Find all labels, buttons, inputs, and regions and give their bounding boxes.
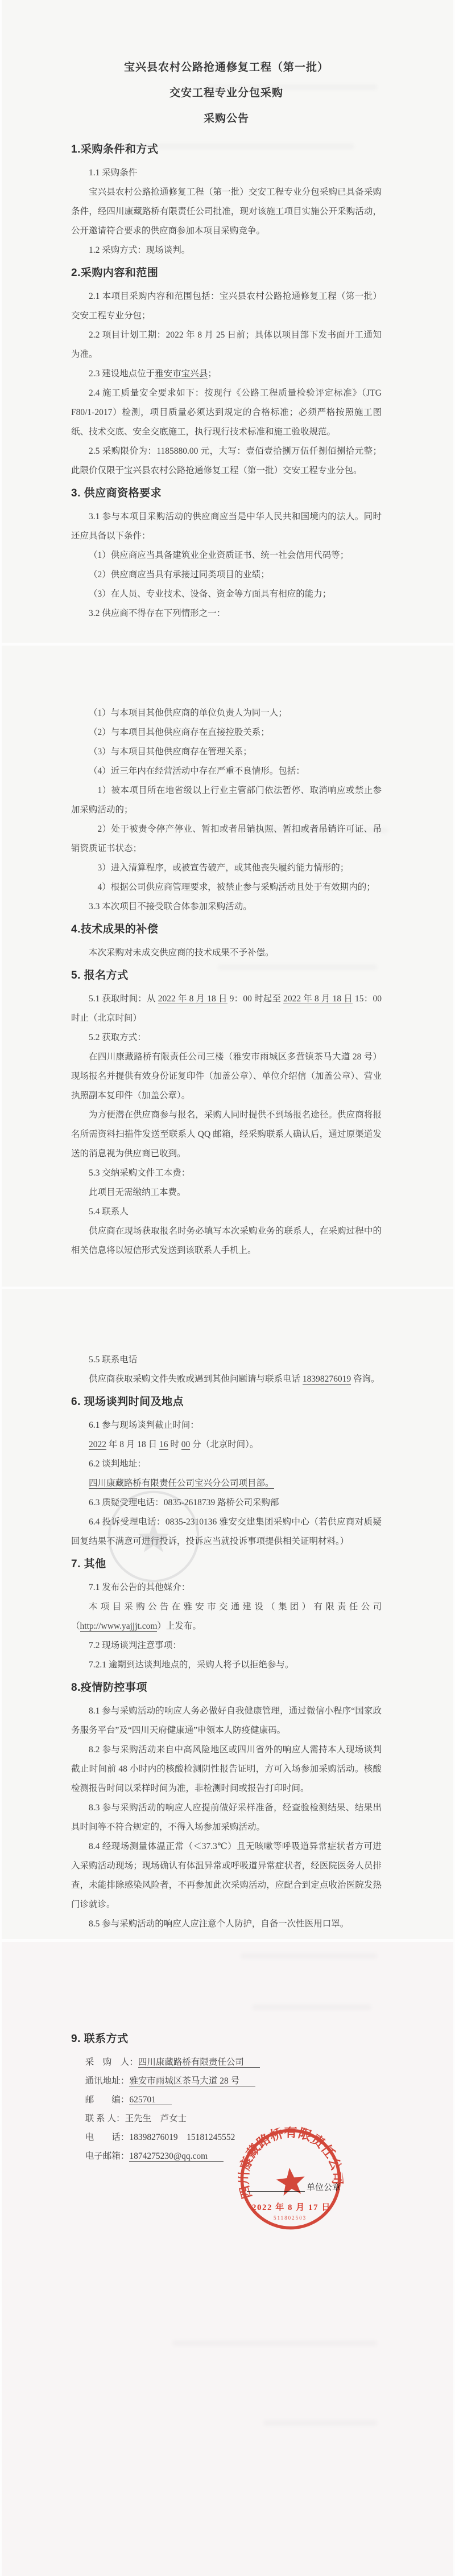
contact-person-value: 王先生 芦女士 xyxy=(125,2114,187,2123)
clause-5-4: 5.4 联系人 xyxy=(89,1207,129,1217)
telephone-label: 电 话： xyxy=(85,2133,130,2142)
announcement-url-underlined: http://www.yajjjt.com xyxy=(80,1621,158,1631)
bleed-through-smudge xyxy=(206,84,377,90)
clause-3-2-subitem-3: 3）进入清算程序，或被宣告破产，或其他丧失履约能力情形的； xyxy=(97,863,349,873)
clause-3-2-subitem-4: 4）根据公司供应商管理要求，被禁止参与采购活动且处于有效期内的； xyxy=(97,882,375,892)
clause-2-4: 2.4 施工质量安全要求如下：按现行《公路工程质量检验评定标准》（JTG F80/1-2017）检测，项目质量必须达到规定的合格标准；必须严格按照施工图纸、技术交底、安全交底施工，执行现行技术标准和施工验收规范。 xyxy=(71,388,382,437)
page-2 xyxy=(2,646,453,1287)
ghost-star-icon xyxy=(138,1522,169,1552)
clause-8-5: 8.5 参与采购活动的响应人应注意个人防护，自备一次性医用口罩。 xyxy=(89,1919,349,1929)
clause-3-2: 3.2 供应商不得存在下列情形之一： xyxy=(89,609,226,618)
clause-5-5-prefix: 供应商获取采购文件失败或遇到其他问题请与联系电话 xyxy=(89,1374,303,1384)
clause-5-1-suffix: 15：00 时止（北京时间） xyxy=(71,994,382,1023)
document-title xyxy=(71,55,382,132)
clause-8-1: 8.1 参与采购活动的响应人务必做好自我健康管理，通过微信小程序“国家政务服务平台”及“四川天府健康通”申领本人防疫健康码。 xyxy=(71,1706,382,1735)
clause-5-2-body-2: 为方便潜在供应商参与报名，采购人同时提供不到场报名途径。供应商将报名所需资料扫描件发送至联系人 QQ 邮箱，经采购联系人确认后，通过原渠道发送的消息视为供应商已收到。 xyxy=(71,1110,382,1158)
clause-5-3: 5.3 交纳采购文件工本费： xyxy=(89,1168,191,1178)
bleed-through-smudge xyxy=(241,1953,377,1959)
clause-2-1: 2.1 本项目采购内容和范围包括：宝兴县农村公路抢通修复工程（第一批）交安工程专业分包； xyxy=(71,291,382,321)
clause-3-3: 3.3 本次项目不接受联合体参加采购活动。 xyxy=(89,902,252,911)
clause-3-2-item-4: （4）近三年内在经营活动中存在严重不良情形。包括： xyxy=(89,766,305,776)
address-label: 通讯地址： xyxy=(85,2076,130,2086)
clause-8-4: 8.4 经现场测量体温正常（＜37.3℃）且无咳嗽等呼吸道异常症状者方可进入采购活动现场；现场确认有体温异常或呼吸道异常症状者，经医院医务人员排查，未能排除感染风险者，不再参加此次采购活动，应配合到定点收治医院发热门诊就诊。 xyxy=(71,1842,382,1909)
clause-1-1: 1.1 采购条件 xyxy=(89,168,138,178)
title-line-2: 交安工程专业分包采购 xyxy=(169,87,283,99)
obtain-start-date-underlined: 2022 年 8 月 18 日 xyxy=(158,994,228,1004)
bleed-through-smudge xyxy=(218,964,377,970)
negotiation-minute-underlined: 00 xyxy=(181,1440,191,1449)
clause-5-4-body: 供应商在现场获取报名时务必填写本次采购业务的联系人，在采购过程中的相关信息将以短信形式发送到该联系人手机上。 xyxy=(71,1226,382,1255)
address-value-underlined: 雅安市雨城区茶马大道 28 号 xyxy=(129,2076,255,2086)
section-2-heading: 2.采购内容和范围 xyxy=(71,267,159,279)
clause-5-1-prefix: 5.1 获取时间：从 xyxy=(89,994,158,1004)
zip-label: 邮 编： xyxy=(85,2095,130,2105)
section-7-heading: 7. 其他 xyxy=(71,1558,106,1570)
clause-7-1-body xyxy=(71,1597,382,1636)
clause-2-3-suffix: ； xyxy=(208,369,217,379)
clause-3-1-item-2: （2）供应商应当具有承接过同类项目的业绩； xyxy=(89,570,270,580)
construction-location-underlined: 雅安市宝兴县 xyxy=(155,369,208,379)
contact-phone-underlined: 18398276019 xyxy=(302,1374,351,1384)
datetime-mid-1: 年 8 月 18 日 xyxy=(106,1440,160,1449)
clause-4-body: 本次采购对未成交供应商的技术成果不予补偿。 xyxy=(89,948,274,958)
seal-caption: 单位公章 xyxy=(307,2183,341,2192)
seal-star-icon xyxy=(275,2166,307,2196)
email-label: 电子邮箱： xyxy=(85,2151,130,2161)
bleed-through-smudge xyxy=(263,2420,377,2426)
seal-code: 511802503 xyxy=(274,2215,307,2221)
section-1-heading: 1.采购条件和方式 xyxy=(71,143,159,155)
datetime-mid-2: 时 xyxy=(168,1440,181,1449)
bleed-through-smudge xyxy=(252,2004,371,2010)
clause-6-1: 6.1 参与现场谈判截止时间： xyxy=(89,1420,199,1430)
bleed-through-smudge xyxy=(81,143,354,149)
obtain-end-date-underlined: 2022 年 8 月 18 日 xyxy=(283,994,353,1004)
clause-3-1-item-1: （1）供应商应当具备建筑业企业资质证书、统一社会信用代码等； xyxy=(89,550,349,560)
zip-value-underlined: 625701 xyxy=(129,2095,171,2105)
clause-8-2: 8.2 参与采购活动来自中高风险地区或四川省外的响应人需持本人现场谈判截止时间前 48 小时内的核酸检测阴性报告证明，方可入场参加采购活动。核酸检测报告时间以采样时间为准，非检测时间或报告打印时间。 xyxy=(71,1745,382,1793)
bleed-through-smudge xyxy=(241,828,388,833)
seal-date: 2022 年 8 月 17 日 xyxy=(252,2203,331,2212)
clause-5-2-body-1: 在四川康藏路桥有限责任公司三楼（雅安市雨城区多营镇茶马大道 28 号）现场报名并提供有效身份证复印件（加盖公章）、单位介绍信（加盖公章）、营业执照副本复印件（加盖公章）。 xyxy=(71,1052,382,1100)
page-1 xyxy=(2,0,453,643)
clause-3-2-item-3: （3）与本项目其他供应商存在管理关系； xyxy=(89,747,252,757)
title-line-3: 采购公告 xyxy=(203,113,249,125)
clause-5-5-suffix: 咨询。 xyxy=(351,1374,380,1384)
datetime-suffix: 分（北京时间）。 xyxy=(190,1440,259,1449)
section-5-heading: 5. 报名方式 xyxy=(71,969,129,981)
seal-company-text: 四川康藏路桥有限责任公司 xyxy=(236,2125,345,2201)
buyer-label: 采 购 人： xyxy=(85,2057,138,2067)
zip-row xyxy=(71,2090,382,2109)
negotiation-hour-underlined: 16 xyxy=(159,1440,168,1449)
clause-6-1-datetime xyxy=(71,1435,382,1455)
clause-3-2-subitem-2: 2）处于被责令停产停业、暂扣或者吊销执照、暂扣或者吊销许可证、吊销资质证书状态； xyxy=(71,824,382,853)
clause-6-3: 6.3 质疑受理电话：0835-2618739 路桥公司采购部 xyxy=(89,1498,279,1507)
clause-5-1 xyxy=(71,989,382,1028)
page-3 xyxy=(2,1289,453,1939)
telephone-value: 18398276019 15181245552 xyxy=(129,2133,235,2142)
clause-5-5: 5.5 联系电话 xyxy=(89,1355,138,1365)
bleed-through-smudge xyxy=(172,2340,377,2346)
clause-3-2-item-1: （1）与本项目其他供应商的单位负责人为同一人； xyxy=(89,708,287,718)
clause-5-1-middle: 9：00 时起至 xyxy=(227,994,284,1004)
clause-6-2: 6.2 谈判地址： xyxy=(89,1459,146,1469)
title-line-1: 宝兴县农村公路抢通修复工程（第一批） xyxy=(123,61,329,73)
clause-1-2: 1.2 采购方式：现场谈判。 xyxy=(89,245,191,255)
section-9-heading: 9. 联系方式 xyxy=(71,2033,129,2045)
clause-7-2-1: 7.2.1 逾期到达谈判地点的，采购人将予以拒绝参与。 xyxy=(89,1660,294,1670)
clause-3-2-item-2: （2）与本项目其他供应商存在直接控股关系； xyxy=(89,728,270,737)
clause-7-1: 7.1 发布公告的其他媒介： xyxy=(89,1583,191,1592)
clause-7-1-prefix: 本项目采购公告在雅安市交通建设（集团）有限责任公司（ xyxy=(71,1602,382,1631)
clause-3-1: 3.1 参与本项目采购活动的供应商应当是中华人民共和国境内的法人。同时还应具备以下条件： xyxy=(71,512,382,541)
clause-7-2: 7.2 现场谈判注意事项： xyxy=(89,1641,181,1650)
section-3-heading: 3. 供应商资格要求 xyxy=(71,487,162,499)
page-4 xyxy=(2,1942,453,2576)
clause-2-3-prefix: 2.3 建设地点位于 xyxy=(89,369,155,379)
clause-3-2-subitem-1: 1）被本项目所在地省级以上行业主管部门依法暂停、取消响应或禁止参加采购活动的； xyxy=(71,786,382,815)
clause-2-5: 2.5 采购限价为：1185880.00 元，大写：壹佰壹拾捌万伍仟捌佰捌拾元整；此限价仅限于宝兴县农村公路抢通修复工程（第一批）交安工程专业分包。 xyxy=(71,446,382,475)
negotiation-year-underlined: 2022 xyxy=(89,1440,106,1449)
section-8-heading: 8.疫情防控事项 xyxy=(71,1682,147,1694)
clause-5-5-body xyxy=(71,1370,382,1389)
clause-8-3: 8.3 参与采购活动的响应人应提前做好采样准备，经查验检测结果、结果出具时间等不符合规定的，不得入场参加采购活动。 xyxy=(71,1803,382,1832)
section-4-heading: 4.技术成果的补偿 xyxy=(71,923,159,935)
clause-2-2: 2.2 项目计划工期：2022 年 8 月 25 日前；具体以项目部下发书面开工通知为准。 xyxy=(71,330,382,359)
buyer-value-underlined: 四川康藏路桥有限责任公司 xyxy=(138,2057,260,2068)
ghost-seal-watermark xyxy=(105,1488,202,1585)
clause-3-1-item-3: （3）在人员、专业技术、设备、资金等方面具有相应的能力； xyxy=(89,589,332,599)
clause-5-3-body: 此项目无需缴纳工本费。 xyxy=(89,1188,186,1197)
buyer-row xyxy=(71,2053,382,2072)
address-row xyxy=(71,2072,382,2090)
contact-person-label: 联 系 人： xyxy=(85,2114,125,2123)
clause-5-2: 5.2 获取方式： xyxy=(89,1033,146,1042)
clause-2-3 xyxy=(71,364,382,384)
clause-1-1-body: 宝兴县农村公路抢通修复工程（第一批）交安工程专业分包采购已具备采购条件，经四川康藏路桥有限责任公司批准，现对该施工项目实施公开采购活动，公开邀请符合要求的供应商参加本项目采购竞争。 xyxy=(71,187,382,236)
clause-6-4: 6.4 投诉受理电话：0835-2310136 雅安交建集团采购中心（若供应商对质疑回复结果不满意可进行投诉，投诉应当就投诉事项提供相关证明材料。） xyxy=(71,1517,382,1546)
clause-7-1-suffix: ）上发布。 xyxy=(157,1621,201,1631)
section-6-heading: 6. 现场谈判时间及地点 xyxy=(71,1396,184,1408)
email-value-underlined: 1874275230@qq.com xyxy=(129,2151,224,2162)
negotiation-address-underlined: 四川康藏路桥有限责任公司宝兴分公司项目部。 xyxy=(89,1478,274,1488)
